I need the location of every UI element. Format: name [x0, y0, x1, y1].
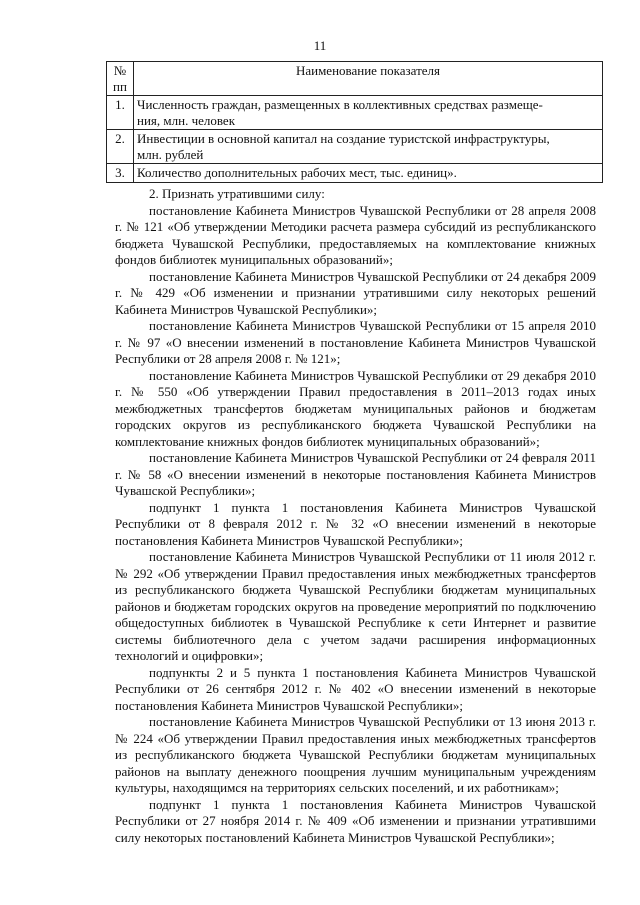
paragraph: подпункт 1 пункта 1 постановления Кабинета Министров Чувашской Республики от 8 февраля 2012 г. № 32 «О внесении изменений в некоторые постановления Кабинета Министров Чувашской Республики»; [115, 499, 596, 548]
page-number: 11 [313, 38, 327, 53]
table-row [107, 130, 603, 164]
paragraph: постановление Кабинета Министров Чувашской Республики от 13 июня 2013 г. № 224 «Об утверждении Правил предоставления иных межбюджетных трансфертов из республиканского бюджета Чувашской Республики бюджетам муниципальных районов на выплату денежного поощрения лучшим муниципальным учреждениям культуры, находящимся на территориях сельских поселений, и их работникам»; [115, 714, 596, 795]
row-name-cell: Количество дополнительных рабочих мест, тыс. единиц». [134, 164, 603, 183]
row-name-cell: Численность граждан, размещенных в коллективных средствах размеще- ния, млн. человек [134, 96, 603, 130]
paragraph: постановление Кабинета Министров Чувашской Республики от 15 апреля 2010 г. № 97 «О внесении изменений в постановление Кабинета Министров Чувашской Республики от 28 апреля 2008 г. № 121»; [115, 318, 596, 366]
table-row [107, 96, 603, 130]
paragraph: подпункты 2 и 5 пункта 1 постановления Кабинета Министров Чувашской Республики от 26 сентября 2012 г. № 402 «О внесении изменений в некоторые постановления Кабинета Министров Чувашской Республики»; [115, 664, 596, 713]
paragraph: постановление Кабинета Министров Чувашской Республики от 24 декабря 2009 г. № 429 «Об изменении и признании утратившими силу некоторых решений Кабинета Министров Чувашской Республики»; [115, 268, 596, 317]
paragraph: подпункт 1 пункта 1 постановления Кабинета Министров Чувашской Республики от 27 ноября 2014 г. № 409 «Об изменении и признании утратившими силу некоторых постановлений Кабинета Министров Чувашской Республики»; [115, 796, 596, 845]
table-row [107, 164, 603, 183]
header-name-cell: Наименование показателя [134, 62, 603, 96]
paragraph: 2. Признать утратившими силу: [149, 186, 325, 201]
row-num-cell: 1. [107, 96, 134, 130]
body-text [115, 186, 596, 846]
paragraph: постановление Кабинета Министров Чувашской Республики от 11 июля 2012 г. № 292 «Об утверждении Правил предоставления иных межбюджетных трансфертов из республиканского бюджета Чувашской Республики бюджетам муниципальных районов и бюджетам городских округов на проведение мероприятий по подключению общедоступных библиотек в Чувашской Республике к сети Интернет и развитие системы библиотечного дела с учетом задачи расширения информационных технологий и оцифровки»; [115, 549, 596, 663]
paragraph: постановление Кабинета Министров Чувашской Республики от 24 февраля 2011 г. № 58 «О внесении изменений в некоторые постановления Кабинета Министров Чувашской Республики»; [115, 450, 596, 498]
header-num-cell: № пп [107, 62, 134, 96]
row-num-cell: 2. [107, 130, 134, 164]
row-num-cell: 3. [107, 164, 134, 183]
paragraph: постановление Кабинета Министров Чувашской Республики от 29 декабря 2010 г. № 550 «Об утверждении Правил предоставления в 2011–2013 годах иных межбюджетных трансфертов бюджетам муниципальных районов и бюджетам городских округов из республиканского бюджета Чувашской Республики на комплектование книжных фондов библиотек муниципальных образований»; [115, 367, 596, 449]
paragraph: постановление Кабинета Министров Чувашской Республики от 28 апреля 2008 г. № 121 «Об утверждении Методики расчета размера субсидий из республиканского бюджета Чувашской Республики, предоставляемых на комплектование книжных фондов библиотек муниципальных образований»; [115, 202, 596, 267]
indicators-table [106, 61, 603, 183]
row-name-cell: Инвестиции в основной капитал на создание туристской инфраструктуры, млн. рублей [134, 130, 603, 164]
table-header-row [107, 62, 603, 96]
